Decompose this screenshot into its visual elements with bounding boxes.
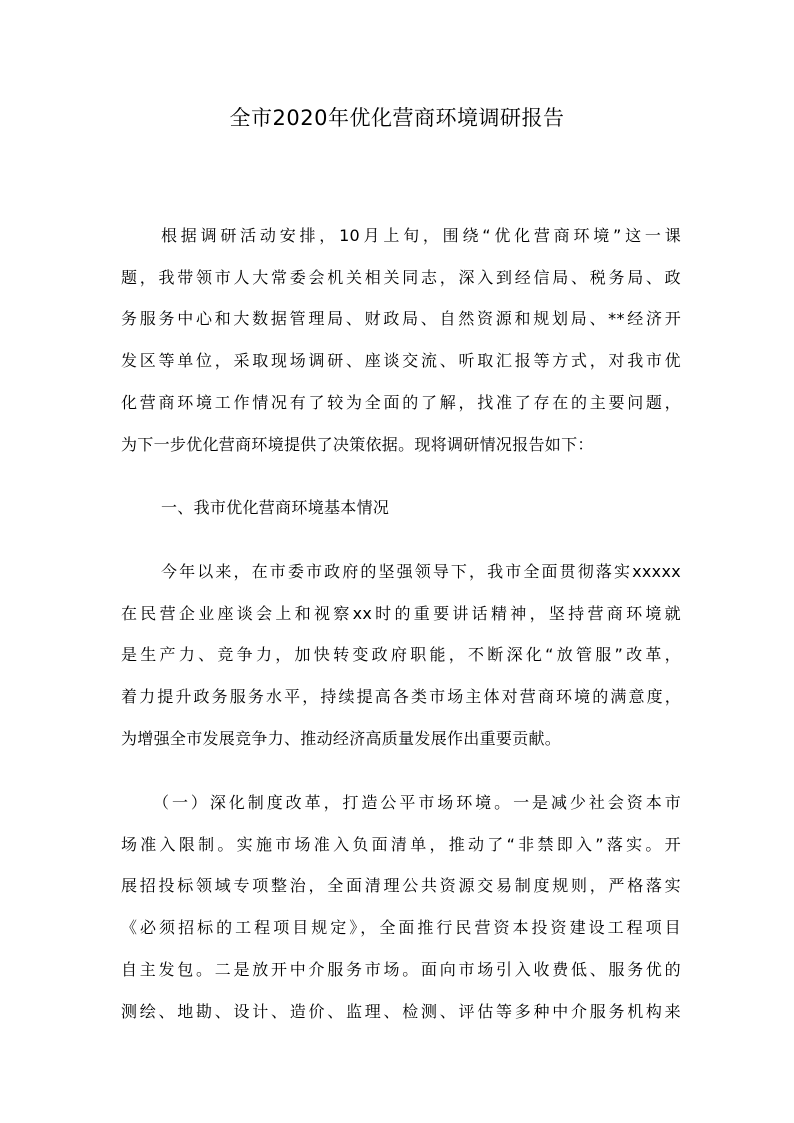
- intro-line: 题，我带领市人大常委会机关相关同志，深入到经信局、税务局、政: [121, 268, 681, 287]
- section1-line: 为增强全市发展竞争力、推动经济高质量发展作出重要贡献。: [121, 729, 562, 748]
- section1-line: 今年以来，在市委市政府的坚强领导下，我市全面贯彻落实xxxxx: [161, 562, 681, 581]
- section1-line: 在民营企业座谈会上和视察xx时的重要讲话精神，坚持营商环境就: [121, 604, 681, 623]
- intro-line: 务服务中心和大数据管理局、财政局、自然资源和规划局、**经济开: [121, 309, 681, 328]
- intro-line: 为下一步优化营商环境提供了决策依据。现将调研情况报告如下：: [121, 435, 594, 454]
- section1-line: 是生产力、竞争力，加快转变政府职能，不断深化“放管服”改革，: [121, 645, 681, 664]
- intro-line: 化营商环境工作情况有了较为全面的了解，找准了存在的主要问题，: [121, 393, 681, 412]
- subsection1-line: 《必须招标的工程项目规定》，全面推行民营资本投资建设工程项目: [121, 918, 681, 937]
- subsection1-line: 场准入限制。实施市场准入负面清单，推动了“非禁即入”落实。开: [121, 835, 681, 854]
- subsection1-line: （一）深化制度改革，打造公平市场环境。一是减少社会资本市: [153, 793, 681, 812]
- section-heading: 一、我市优化营商环境基本情况: [161, 498, 390, 517]
- subsection1-line: 自主发包。二是放开中介服务市场。面向市场引入收费低、服务优的: [121, 960, 681, 979]
- intro-line: 根据调研活动安排，10月上旬，围绕“优化营商环境”这一课: [161, 226, 681, 245]
- intro-line: 发区等单位，采取现场调研、座谈交流、听取汇报等方式，对我市优: [121, 351, 681, 370]
- subsection1-line: 测绘、地勘、设计、造价、监理、检测、评估等多种中介服务机构来: [121, 1002, 681, 1021]
- subsection1-line: 展招投标领域专项整治，全面清理公共资源交易制度规则，严格落实: [121, 876, 681, 895]
- section1-line: 着力提升政务服务水平，持续提高各类市场主体对营商环境的满意度，: [121, 687, 681, 706]
- document-title: 全市2020年优化营商环境调研报告: [229, 106, 565, 130]
